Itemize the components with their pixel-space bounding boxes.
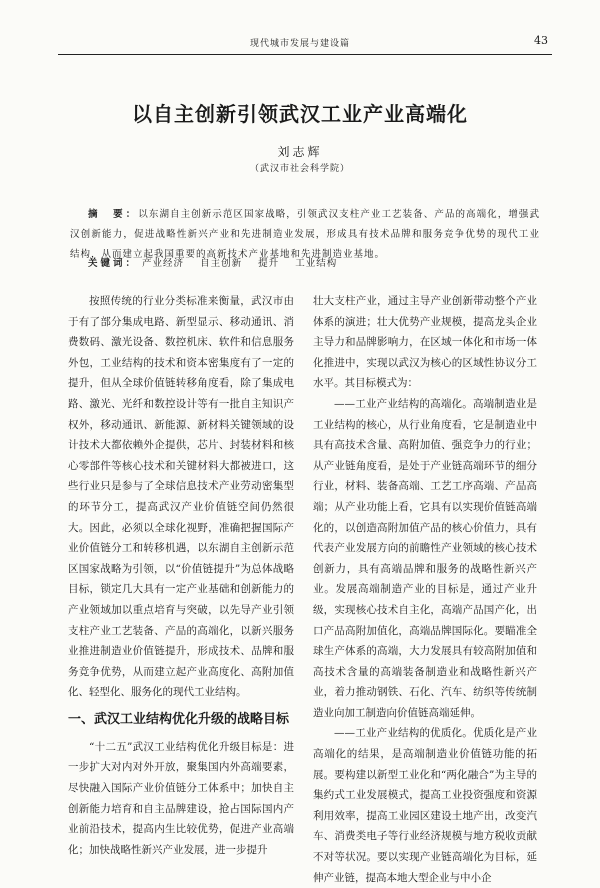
article-title: 以自主创新引领武汉工业产业高端化 (132, 102, 468, 126)
right-column (313, 291, 537, 888)
abstract-label: 摘 要： (88, 209, 139, 220)
author-name: 刘志辉 (277, 145, 323, 159)
running-head: 现代城市发展与建设篇 (249, 39, 350, 49)
body-paragraph: ——工业产业结构的高端化。高端制造业是工业结构的核心，从行业角度看，它是制造业中具有高技术含量、高附加值、强竞争力的行业；从产业链角度看，是处于产业链高端环节的细分行业，材料、装备高端、工艺工序高端、产品高端；从产业功能上看，它具有以实现价值链高端化的，以创造高附加值产品的核心价值力，具有代表产业发展方向的前瞻性产业领域的核心技术创新力，具有高端品牌和服务的战略性新兴产业。发展高端制造产业的目标是，通过产业升级，实现核心技术自主化，高端产品国产化，出口产品高附加值化，高端品牌国际化。要瞄准全球生产体系的高端，大力发展具有较高附加值和高技术含量的高端装备制造业和战略性新兴产业，着力推动钢铁、石化、汽车、纺织等传统制造业向加工制造向价值链高端延伸。 (313, 397, 537, 719)
keywords-label: 关键词： (88, 258, 139, 269)
left-column (68, 291, 294, 860)
body-paragraph: 壮大支柱产业，通过主导产业创新带动整个产业体系的演进；壮大优势产业规模，提高龙头企业主导力和品牌影响力，在区域一体化和市场一体化推进中，实现以武汉为核心的区域性协议分工水平。其目标模式为： (313, 295, 537, 390)
author-affiliation: （武汉市社会科学院） (249, 164, 350, 174)
body-paragraph: ——工业产业结构的优质化。优质化是产业高端化的结果，是高端制造业价值链功能的拓展。要构建以新型工业化和“两化融合”为主导的集约式工业发展模式，提高工业投资强度和资源利用效率，提高工业园区建设土地产出，改变汽车、消费类电子等行业经济规模与地方税收贡献不对等状况。要以实现产业链高端化为目标，延伸产业链，提高本地大型企业与中小企 (313, 727, 537, 884)
keywords (88, 254, 540, 274)
body-paragraph: 按照传统的行业分类标准来衡量，武汉市由于有了部分集成电路、新型显示、移动通讯、消费数码、激光设备、数控机床、软件和信息服务外包，工业结构的技术和资本密集度有了一定的提升，但从全球价值链转移角度看，除了集成电路、激光、光纤和数控设计等有一批自主知识产权外，移动通讯、新能源、新材料关键领域的设计技术大都依赖外企提供，芯片、封装材料和核心零部件等核心技术和关键材料大都被进口，这些行业只是参与了全球信息技术产业劳动密集型的环节分工，提高武汉产业价值链空间仍然很大。因此，必须以全球化视野，准确把握国际产业价值链分工和转移机遇，以东湖自主创新示范区国家战略为引领，以“价值链提升”为总体战略目标，锁定几大具有一定产业基础和创新能力的产业领域加以重点培育与突破，以先导产业引领支柱产业工艺装备、产品的高端化，以新兴服务业推进制造业价值链提升，形成技术、品牌和服务竞争优势，从而建立起产业高度化、高附加值化、轻型化、服务化的现代工业结构。 (68, 295, 294, 699)
header-divider (58, 54, 552, 55)
keyword-item: 产业经济 (142, 258, 185, 269)
body-paragraph: “十二五”武汉工业结构优化升级目标是：进一步扩大对内对外开放，聚集国内外高端要素，尽快融入国际产业价值链分工体系中；加快自主创新能力培育和自主品牌建设，抢占国际国内产业前沿技术，提高内生比较优势，促进产业高端化；加快战略性新兴产业发展，进一步提升 (68, 740, 294, 856)
keyword-item: 工业结构 (295, 258, 338, 269)
keyword-item: 自主创新 (200, 258, 243, 269)
page-number: 43 (534, 34, 548, 47)
abstract-text: 以东湖自主创新示范区国家战略，引领武汉支柱产业工艺装备、产品的高端化，增强武汉创新能力，促进战略性新兴产业和先进制造业发展，形成具有技术品牌和服务竞争优势的现代工业结构，从而建立起我国重要的高新技术产业基地和先进制造业基地。 (70, 209, 540, 260)
section-heading: 一、武汉工业结构优化升级的战略目标 (68, 711, 290, 727)
keyword-item: 提升 (258, 258, 280, 269)
